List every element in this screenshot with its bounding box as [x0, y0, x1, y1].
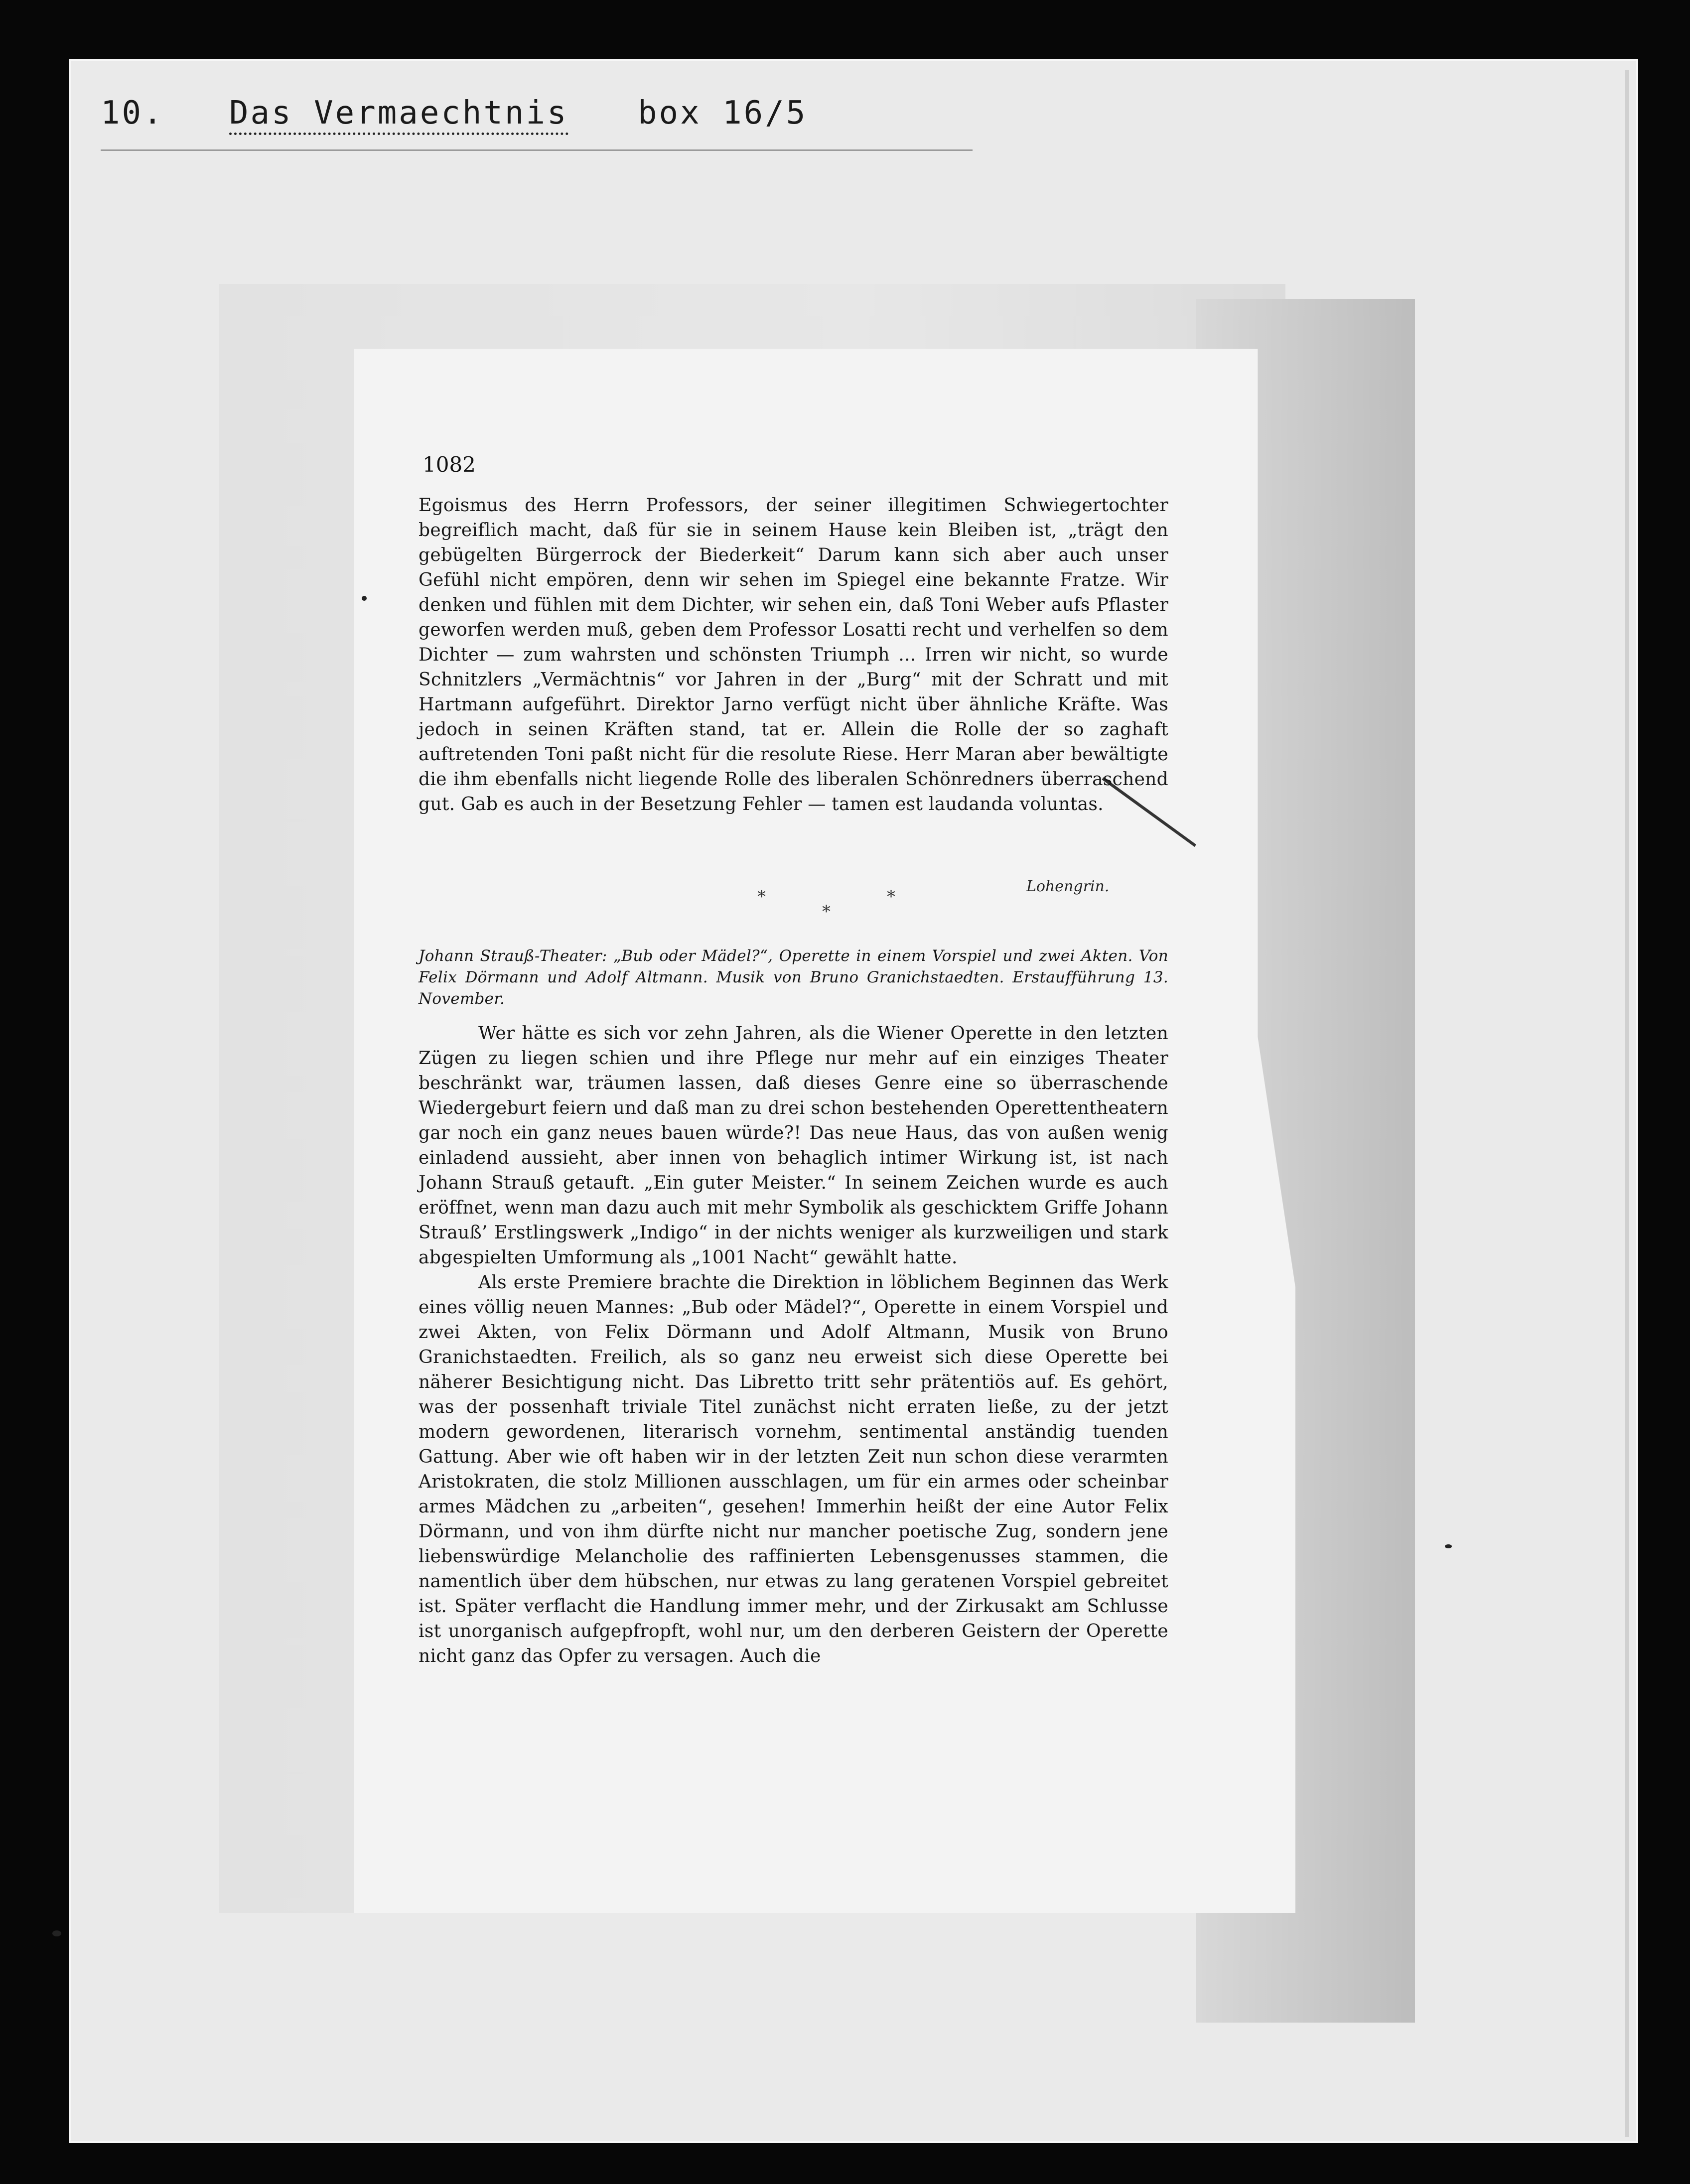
- sheet-edge: [1625, 70, 1629, 2137]
- folder-header: [101, 95, 973, 151]
- review-2-paragraph-2: Als erste Premiere brachte die Direktion in löblichem Beginnen das Werk eines völlig neuen Mannes: „Bub oder Mädel?“, Operette in einem Vorspiel und zwei Akten, von Felix Dörmann und Adolf Altmann, Musik von Bruno Granichstaedten. Freilich, als so ganz neu erweist sich diese Operette bei näherer Besichtigung nicht. Das Libretto tritt sehr prätentiös auf. Es gehört, was der possenhaft triviale Titel zunächst nicht erraten ließe, zu der jetzt modern gewordenen, literarisch vornehm, sentimental anständig tuenden Gattung. Aber wie oft haben wir in der letzten Zeit nun schon diese verarmten Aristokraten, die stolz Millionen ausschlagen, um für ein armes oder scheinbar armes Mädchen zu „arbeiten“, gesehen! Immerhin heißt der eine Autor Felix Dörmann, und von ihm dürfte nicht nur mancher poetische Zug, sondern jene liebenswürdige Melancholie des raffinierten Lebensgenusses stammen, die namentlich über dem hübschen, nur etwas zu lang geratenen Vorspiel gebreitet ist. Später verflacht die Handlung immer mehr, und der Zirkusakt am Schlusse ist unorganisch aufgepfropft, wohl nur, um den derberen Geistern der Operette nicht ganz das Opfer zu versagen. Auch die: [419, 1272, 1168, 1666]
- section-separator: [712, 887, 912, 927]
- review-2-column: [419, 1021, 1168, 1669]
- clipping-page-number: 1082: [422, 452, 476, 477]
- review-2-heading: Johann Strauß-Theater: „Bub oder Mädel?“, Operette in einem Vorspiel und zwei Akten. Von Felix Dörmann und Adolf Altmann. Musik von Bruno Granichstaedten. Erstaufführung 13. November.: [419, 947, 1168, 1008]
- review-2-heading-column: [419, 946, 1168, 1010]
- dust-speck: [52, 1930, 61, 1936]
- separator-star: *: [887, 887, 895, 907]
- separator-star: *: [822, 902, 831, 922]
- review-1-text: Egoismus des Herrn Professors, der seiner illegitimen Schwiegertochter begreiflich macht, daß für sie in seinem Hause kein Bleiben ist, „trägt den gebügelten Bürgerrock der Biederkeit“ Darum kann sich aber auch unser Gefühl nicht empören, denn wir sehen im Spiegel eine bekannte Fratze. Wir denken und fühlen mit dem Dichter, wir sehen ein, daß Toni Weber aufs Pflaster geworfen werden muß, geben dem Professor Losatti recht und verhelfen so dem Dichter — zum wahrsten und schönsten Triumph ... Irren wir nicht, so wurde Schnitzlers „Vermächtnis“ vor Jahren in der „Burg“ mit der Schratt und mit Hartmann aufgeführt. Direktor Jarno verfügt nicht über ähnliche Kräfte. Was jedoch in seinen Kräften stand, tat er. Allein die Rolle der so zaghaft auftretenden Toni paßt nicht für die resolute Riese. Herr Maran aber bewältigte die ihm ebenfalls nicht liegende Rolle des liberalen Schönredners überraschend gut. Gab es auch in der Besetzung Fehler — tamen est laudanda voluntas.: [419, 495, 1168, 815]
- dust-speck: [362, 596, 367, 601]
- separator-star: *: [757, 887, 766, 907]
- box-label: box 16/5: [638, 95, 808, 132]
- review-1-column: [419, 493, 1168, 877]
- review-1-signature: Lohengrin.: [1026, 878, 1110, 895]
- dust-speck: [1445, 1544, 1452, 1548]
- review-2-paragraph-1: Wer hätte es sich vor zehn Jahren, als die Wiener Operette in den letzten Zügen zu liegen schien und ihre Pflege nur mehr auf ein einziges Theater beschränkt war, träumen lassen, daß dieses Genre eine so überraschende Wiedergeburt feiern und daß man zu drei schon bestehenden Operettentheatern gar noch ein ganz neues bauen würde?! Das neue Haus, das von außen wenig einladend aussieht, aber innen von behaglich intimer Wirkung ist, ist nach Johann Strauß getauft. „Ein guter Meister.“ In seinem Zeichen wurde es auch eröffnet, wenn man dazu auch mit mehr Symbolik als geschicktem Griffe Johann Strauß’ Erstlingswerk „Indigo“ in der nichts weniger als kurzweiligen und stark abgespielten Umformung als „1001 Nacht“ gewählt hatte.: [419, 1023, 1168, 1268]
- folder-number: 10.: [101, 95, 164, 132]
- folder-title: Das Vermaechtnis: [229, 95, 568, 135]
